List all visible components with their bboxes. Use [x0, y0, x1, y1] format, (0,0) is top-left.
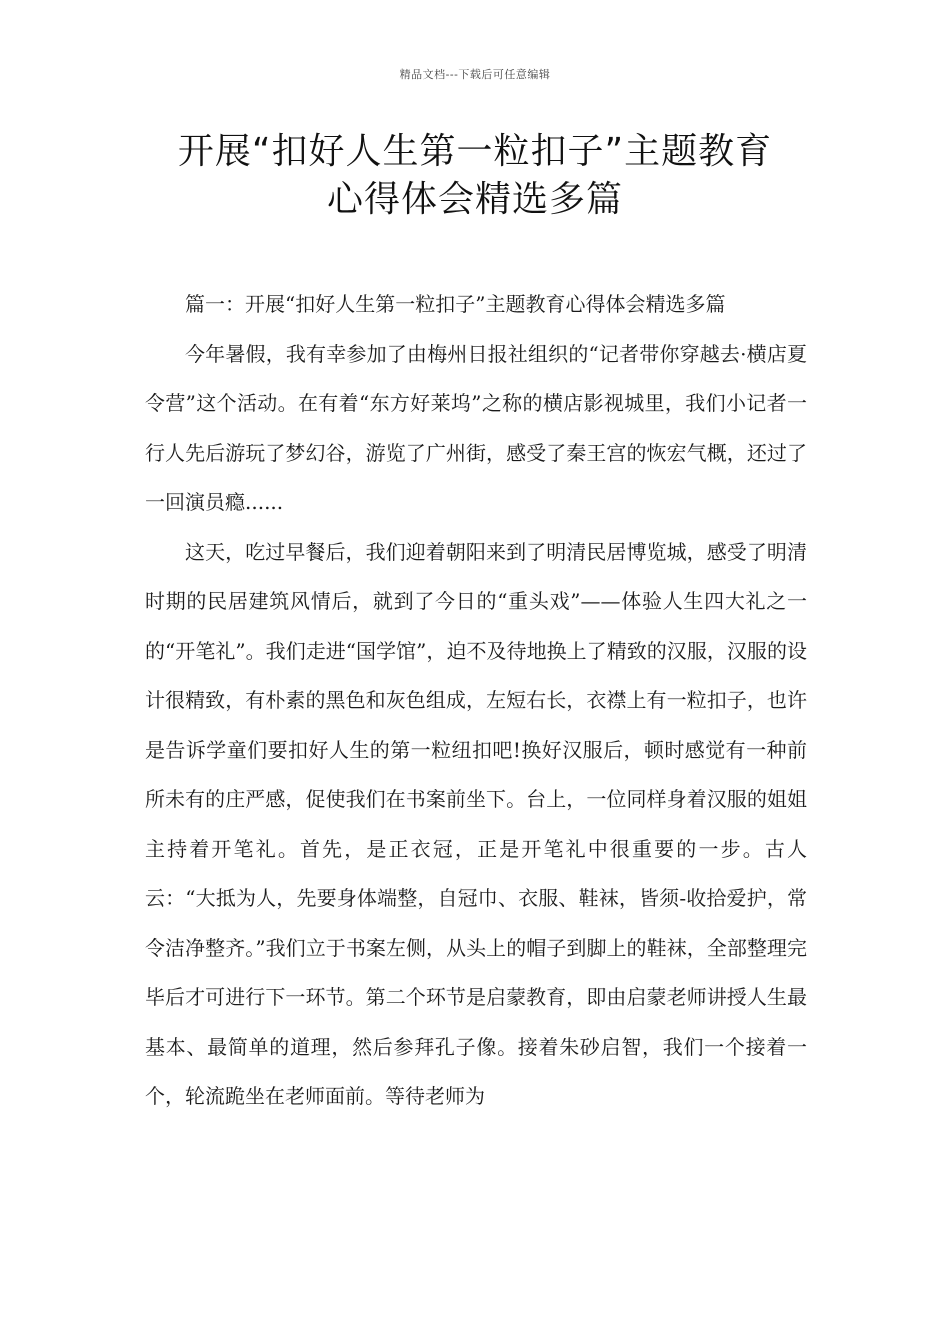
body-paragraph: 这天，吃过早餐后，我们迎着朝阳来到了明清民居博览城，感受了明清时期的民居建筑风情后，就到了今日的“重头戏”——体验人生四大礼之一的“开笔礼”。我们走进“国学馆”，迫不及待地换上了精致的汉服，汉服的设计很精致，有朴素的黑色和灰色组成，左短右长，衣襟上有一粒扣子，也许是告诉学童们要扣好人生的第一粒纽扣吧!换好汉服后，顿时感觉有一种前所未有的庄严感，促使我们在书案前坐下。台上，一位同样身着汉服的姐姐主持着开笔礼。首先，是正衣冠，正是开笔礼中很重要的一步。古人云：“大抵为人，先要身体端整，自冠巾、衣服、鞋袜，皆须-收拾爱护，常令洁净整齐。”我们立于书案左侧，从头上的帽子到脚上的鞋袜，全部整理完毕后才可进行下一环节。第二个环节是启蒙教育，即由启蒙老师讲授人生最基本、最简单的道理，然后参拜孔子像。接着朱砂启智，我们一个接着一个，轮流跪坐在老师面前。等待老师为 [145, 539, 807, 1108]
document-title-line-2: 心得体会精选多篇 [326, 179, 623, 220]
document-title-line-1: 开展“扣好人生第一粒扣子”主题教育 [177, 131, 773, 172]
section-heading: 篇一：开展“扣好人生第一粒扣子”主题教育心得体会精选多篇 [185, 292, 726, 316]
page-header-note: 精品文档---下载后可任意编辑 [399, 68, 551, 81]
body-paragraph: 今年暑假，我有幸参加了由梅州日报社组织的“记者带你穿越去·横店夏令营”这个活动。在有着“东方好莱坞”之称的横店影视城里，我们小记者一行人先后游玩了梦幻谷，游览了广州街，感受了秦王宫的恢宏气概，还过了一回演员瘾...... [145, 341, 807, 514]
document-title [100, 128, 850, 224]
document-body [145, 280, 807, 1122]
